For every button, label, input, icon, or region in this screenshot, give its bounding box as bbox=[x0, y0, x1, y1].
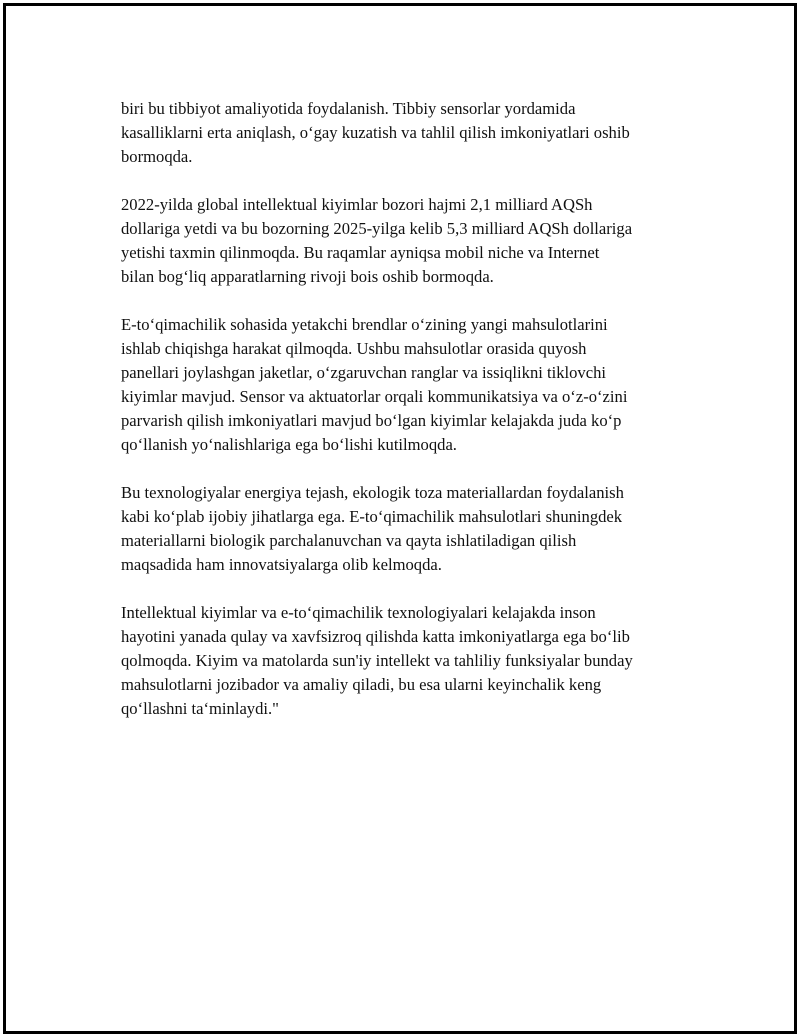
paragraph-market-size: 2022-yilda global intellektual kiyimlar bozori hajmi 2,1 milliard AQSh dollariga yetdi va bu bozorning 2025-yilga kelib 5,3 milliard AQSh dollariga yetishi taxmin qilinmoqda. Bu raqamlar ayniqsa mobil niche va Internet bilan bog‘liq apparatlarning rivoji bois oshib bormoqda. bbox=[121, 195, 633, 286]
paragraph-energy-ecology: Bu texnologiyalar energiya tejash, ekologik toza materiallardan foydalanish kabi ko‘plab ijobiy jihatlarga ega. E-to‘qimachilik mahsulotlari shuningdek materiallarni biologik parchalanuvchan va qayta ishlatiladigan qilish maqsadida ham innovatsiyalarga olib kelmoqda. bbox=[121, 483, 624, 574]
page-frame bbox=[3, 3, 797, 1034]
paragraph-e-textile-brands: E-to‘qimachilik sohasida yetakchi brendlar o‘zining yangi mahsulotlarini ishlab chiqishga harakat qilmoqda. Ushbu mahsulotlar orasida quyosh panellari joylashgan jaketlar, o‘zgaruvchan ranglar va issiqlikni tiklovchi kiyimlar mavjud. Sensor va aktuatorlar orqali kommunikatsiya va o‘z-o‘zini parvarish qilish imkoniyatlari mavjud bo‘lgan kiyimlar kelajakda juda ko‘p qo‘llanish yo‘nalishlariga ega bo‘lishi kutilmoqda. bbox=[121, 315, 628, 454]
paragraph-medical-sensors: biri bu tibbiyot amaliyotida foydalanish. Tibbiy sensorlar yordamida kasalliklarni erta aniqlash, o‘gay kuzatish va tahlil qilish imkoniyatlari oshib bormoqda. bbox=[121, 99, 630, 166]
paragraph-conclusion: Intellektual kiyimlar va e-to‘qimachilik texnologiyalari kelajakda inson hayotini yanada qulay va xavfsizroq qilishda katta imkoniyatlarga ega bo‘lib qolmoqda. Kiyim va matolarda sun'iy intellekt va tahliliy funksiyalar bunday mahsulotlarni jozibador va amaliy qiladi, bu esa ularni keyinchalik keng qo‘llashni ta‘minlaydi." bbox=[121, 603, 633, 718]
document-body bbox=[121, 97, 701, 745]
